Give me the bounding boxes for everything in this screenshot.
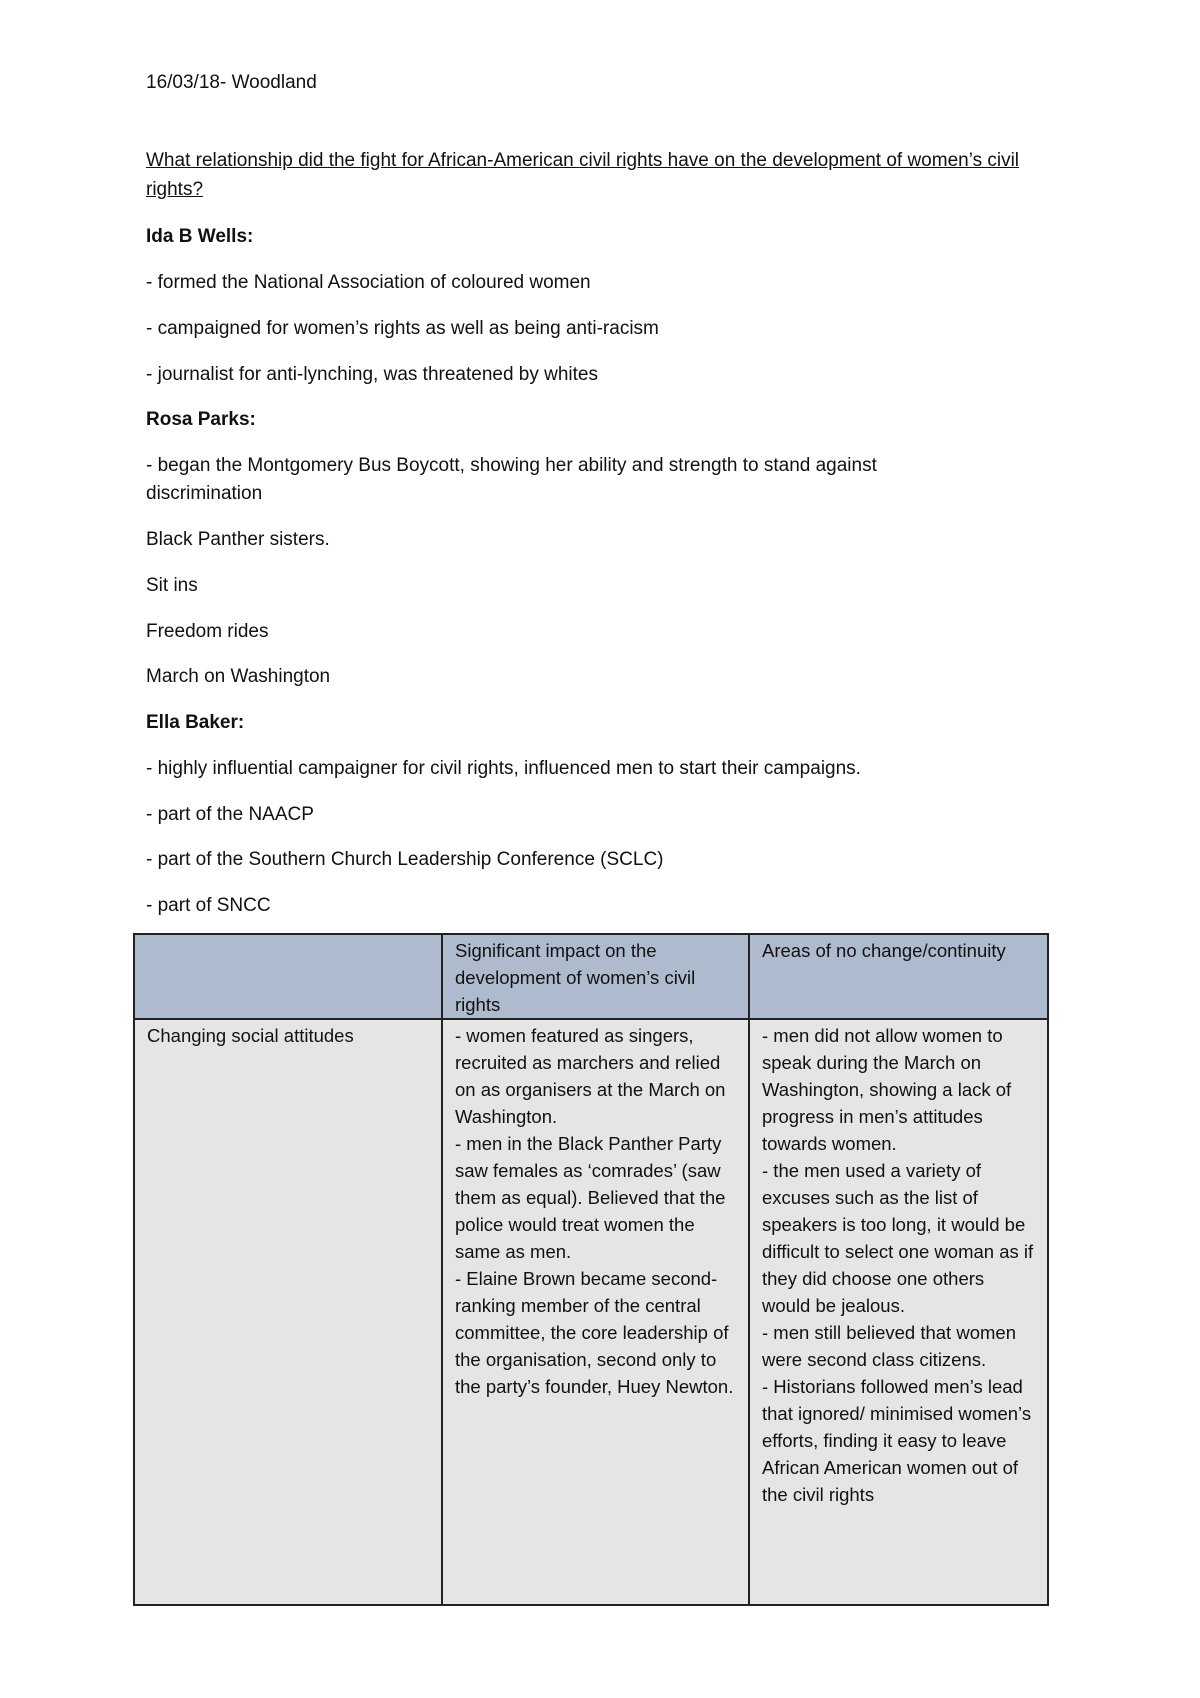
continuity-cell: [749, 1019, 1048, 1605]
ella-point-3: - part of the Southern Church Leadership Conference (SCLC): [146, 849, 664, 870]
continuity-point-2: - the men used a variety of excuses such as the list of speakers is too long, it would be difficult to select one woman as if they did choose one others would be jealous.: [762, 1160, 1034, 1316]
rosa-point-line-1: - began the Montgomery Bus Boycott, showing her ability and strength to stand against: [146, 455, 877, 476]
ida-point-3: - journalist for anti-lynching, was threatened by whites: [146, 364, 599, 385]
header-cell-empty: [134, 934, 442, 1019]
ida-point-1: - formed the National Association of coloured women: [146, 272, 591, 293]
document-question: What relationship did the fight for African-American civil rights have on the development of women’s civil rights?: [146, 150, 1020, 200]
heading-ella-baker: Ella Baker:: [146, 712, 245, 733]
impact-point-2: - men in the Black Panther Party saw females as ‘comrades’ (saw them as equal). Believed that the police would treat women the same as men.: [455, 1133, 726, 1262]
heading-rosa-parks: Rosa Parks:: [146, 409, 256, 430]
continuity-point-4: - Historians followed men’s lead that ignored/ minimised women’s efforts, finding it easy to leave African American women out of the civil rights: [762, 1376, 1032, 1505]
impact-point-3: - Elaine Brown became second-ranking member of the central committee, the core leadership of the organisation, second only to the party’s founder, Huey Newton.: [455, 1268, 734, 1397]
ella-point-4: - part of SNCC: [146, 895, 271, 916]
misc-item-3: Freedom rides: [146, 621, 269, 642]
comparison-table: [133, 933, 1049, 1606]
impact-point-1: - women featured as singers, recruited as marchers and relied on as organisers at the March on Washington.: [455, 1025, 726, 1127]
row-label-cell: Changing social attitudes: [134, 1019, 442, 1605]
rosa-point-line-2: discrimination: [146, 483, 263, 504]
misc-item-2: Sit ins: [146, 575, 198, 596]
header-cell-impact: Significant impact on the development of women’s civil rights: [442, 934, 749, 1019]
header-cell-continuity: Areas of no change/continuity: [749, 934, 1048, 1019]
misc-item-1: Black Panther sisters.: [146, 529, 330, 550]
impact-cell: [442, 1019, 749, 1605]
date-line: 16/03/18- Woodland: [146, 72, 317, 93]
heading-ida-b-wells: Ida B Wells:: [146, 226, 254, 247]
table-row: [134, 1019, 1048, 1605]
misc-item-4: March on Washington: [146, 666, 331, 687]
table-header-row: [134, 934, 1048, 1019]
continuity-point-1: - men did not allow women to speak during the March on Washington, showing a lack of progress in men’s attitudes towards women.: [762, 1025, 1012, 1154]
ella-point-2: - part of the NAACP: [146, 804, 314, 825]
ida-point-2: - campaigned for women’s rights as well as being anti-racism: [146, 318, 659, 339]
ella-point-1: - highly influential campaigner for civil rights, influenced men to start their campaigns.: [146, 758, 861, 779]
continuity-point-3: - men still believed that women were second class citizens.: [762, 1322, 1016, 1370]
